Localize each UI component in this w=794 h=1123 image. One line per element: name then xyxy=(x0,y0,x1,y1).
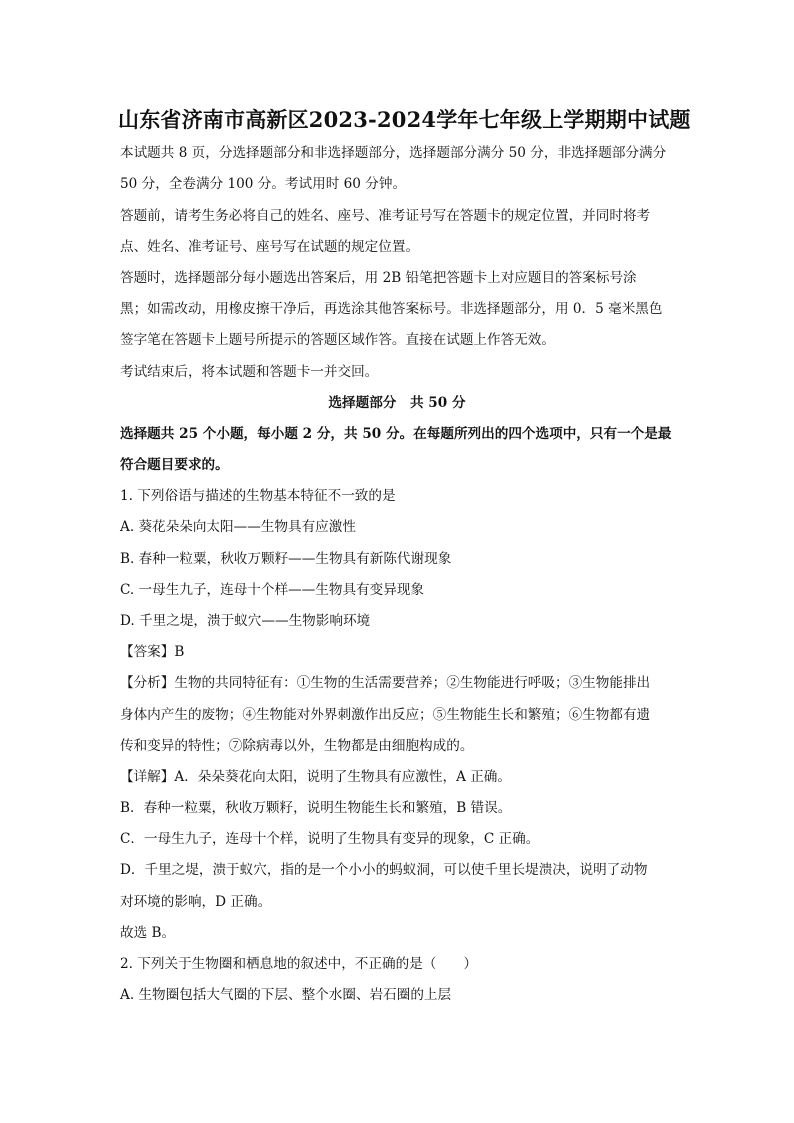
intro-line-5: 答题时，选择题部分每小题选出答案后，用 2B 铅笔把答题卡上对应题目的答案标号涂 xyxy=(120,270,637,286)
q1-detail-d-1: D．千里之堤，溃于蚁穴，指的是一个小小的蚂蚁洞，可以使千里长堤溃决，说明了动物 xyxy=(120,862,648,878)
section-heading: 选择题部分 共 50 分 xyxy=(328,395,466,411)
q1-detail-d-2: 对环境的影响，D 正确。 xyxy=(120,894,272,910)
q1-option-d: D. 千里之堤，溃于蚁穴——生物影响环境 xyxy=(120,613,371,629)
page-title: 山东省济南市高新区2023-2024学年七年级上学期期中试题 xyxy=(118,107,691,132)
intro-line-4: 点、姓名、准考证号、座号写在试题的规定位置。 xyxy=(120,239,420,255)
q1-detail-a: 【详解】A．朵朵葵花向太阳，说明了生物具有应激性，A 正确。 xyxy=(120,769,511,785)
q1-analysis-3: 传和变异的特性；⑦除病毒以外，生物都是由细胞构成的。 xyxy=(120,738,474,754)
section-instruction-2: 符合题目要求的。 xyxy=(120,457,229,473)
intro-line-3: 答题前，请考生务必将自己的姓名、座号、准考证号写在答题卡的规定位置，并同时将考 xyxy=(120,208,651,224)
q1-answer: 【答案】B xyxy=(120,644,185,660)
intro-line-2: 50 分，全卷满分 100 分。考试用时 60 分钟。 xyxy=(120,176,407,192)
q1-option-a: A. 葵花朵朵向太阳——生物具有应激性 xyxy=(120,519,356,535)
q1-conclusion: 故选 B。 xyxy=(120,925,176,941)
question-2: 2. 下列关于生物圈和栖息地的叙述中，不正确的是（ ） xyxy=(120,956,478,972)
q1-option-c: C. 一母生九子，连母十个样——生物具有变异现象 xyxy=(120,582,425,598)
q1-detail-b: B．春种一粒粟，秋收万颗籽，说明生物能生长和繁殖，B 错误。 xyxy=(120,800,512,816)
q1-detail-c: C．一母生九子，连母十个样，说明了生物具有变异的现象，C 正确。 xyxy=(120,831,540,847)
q2-option-a: A. 生物圈包括大气圈的下层、整个水圈、岩石圈的上层 xyxy=(120,987,452,1003)
q1-option-b: B. 春种一粒粟，秋收万颗籽——生物具有新陈代谢现象 xyxy=(120,551,452,567)
intro-line-7: 签字笔在答题卡上题号所提示的答题区域作答。直接在试题上作答无效。 xyxy=(120,332,555,348)
q1-analysis-2: 身体内产生的废物；④生物能对外界刺激作出反应；⑤生物能生长和繁殖；⑥生物都有遗 xyxy=(120,707,651,723)
intro-line-8: 考试结束后，将本试题和答题卡一并交回。 xyxy=(120,364,379,380)
intro-line-1: 本试题共 8 页，分选择题部分和非选择题部分，选择题部分满分 50 分，非选择题部分满分 xyxy=(120,145,667,161)
intro-line-6: 黑；如需改动，用橡皮擦干净后，再选涂其他答案标号。非选择题部分，用 0．5 毫米黑色 xyxy=(120,301,663,317)
question-1: 1. 下列俗语与描述的生物基本特征不一致的是 xyxy=(120,488,396,504)
section-instruction-1: 选择题共 25 个小题，每小题 2 分，共 50 分。在每题所列出的四个选项中，只有一个是最 xyxy=(120,426,672,442)
q1-analysis-1: 【分析】生物的共同特征有：①生物的生活需要营养；②生物能进行呼吸；③生物能排出 xyxy=(120,675,651,691)
